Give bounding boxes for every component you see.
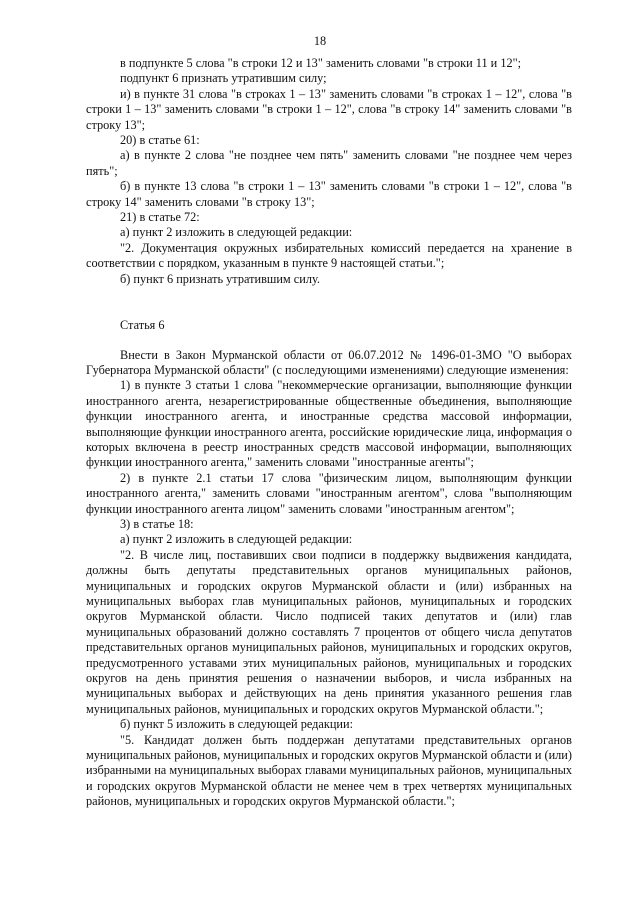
paragraph: в подпункте 5 слова "в строки 12 и 13" заменить словами "в строки 11 и 12";	[120, 56, 522, 70]
paragraph: а) пункт 2 изложить в следующей редакции:	[120, 225, 353, 240]
document-body	[86, 56, 572, 810]
article-heading: Статья 6	[120, 318, 165, 333]
paragraph: Внести в Закон Мурманской области от 06.07.2012 № 1496-01-ЗМО "О выборах Губернатора Мурманской области" (с последующими изменениями) следующие изменения:	[86, 347, 572, 377]
paragraph: "2. В числе лиц, поставивших свои подписи в поддержку выдвижения кандидата, должны быть депутаты представительных органов муниципальных районов, муниципальных и городских округов Мурманской области и (или) избранных на муниципальных выборах глав муниципальных районов, муниципальных и городских округов Мурманской области. Число подписей таких депутатов и (или) глав муниципальных образований должно составлять 7 процентов от общего числа депутатов представительных органов муниципальных районов, муниципальных и городских округов, предусмотренного уставами этих муниципальных районов, муниципальных и городских округов на день принятия решения о назначении выборов, и числа избранных на муниципальных выборах и действующих на день принятия указанного решения глав муниципальных районов, муниципальных и городских округов Мурманской области.";	[86, 547, 572, 716]
paragraph: "2. Документация окружных избирательных комиссий передается на хранение в соответствии с порядком, указанным в пункте 9 настоящей статьи.";	[86, 240, 572, 271]
paragraph: 2) в пункте 2.1 статьи 17 слова "физическим лицом, выполняющим функции иностранного агента," заменить словами "иностранным агентом", слова "выполняющим функции иностранного агента лицом" заменить словами "иностранным агентом";	[86, 470, 572, 516]
paragraph: а) пункт 2 изложить в следующей редакции:	[120, 532, 353, 547]
paragraph: и) в пункте 31 слова "в строках 1 – 13" заменить словами "в строках 1 – 12", слова "в строки 1 – 13" заменить словами "в строки 1 – 12", слова "в строку 14" заменить словами "в строку 13";	[86, 86, 572, 132]
paragraph: 1) в пункте 3 статьи 1 слова "некоммерческие организации, выполняющие функции иностранного агента, незарегистрированные общественные объединения, выполняющие функции иностранного агента, и иностранные средства массовой информации, выполняющие функции иностранного агента, российские юридические лица, информация о которых включена в реестр иностранных средств массовой информации, выполняющих функции иностранного агента," заменить словами "иностранные агенты";	[86, 378, 572, 470]
page-number: 18	[313, 34, 327, 48]
paragraph: 3) в статье 18:	[120, 516, 194, 531]
paragraph: подпункт 6 признать утратившим силу;	[120, 71, 327, 86]
paragraph: "5. Кандидат должен быть поддержан депутатами представительных органов муниципальных районов, муниципальных и городских округов Мурманской области и (или) избранными на муниципальных выборах главами муниципальных районов, муниципальных и городских округов Мурманской области не менее чем в трех четвертях муниципальных районов, муниципальных и городских округов Мурманской области.";	[86, 732, 572, 809]
paragraph: 20) в статье 61:	[120, 133, 200, 148]
spacer	[86, 287, 572, 303]
paragraph: а) в пункте 2 слова "не позднее чем пять" заменить словами "не позднее чем через пять";	[86, 148, 572, 178]
paragraph: б) пункт 5 изложить в следующей редакции:	[120, 717, 354, 732]
paragraph: 21) в статье 72:	[120, 210, 200, 225]
paragraph: б) в пункте 13 слова "в строки 1 – 13" заменить словами "в строки 1 – 12", слова "в строку 14" заменить словами "в строку 13";	[86, 179, 572, 209]
paragraph: б) пункт 6 признать утратившим силу.	[120, 271, 320, 286]
